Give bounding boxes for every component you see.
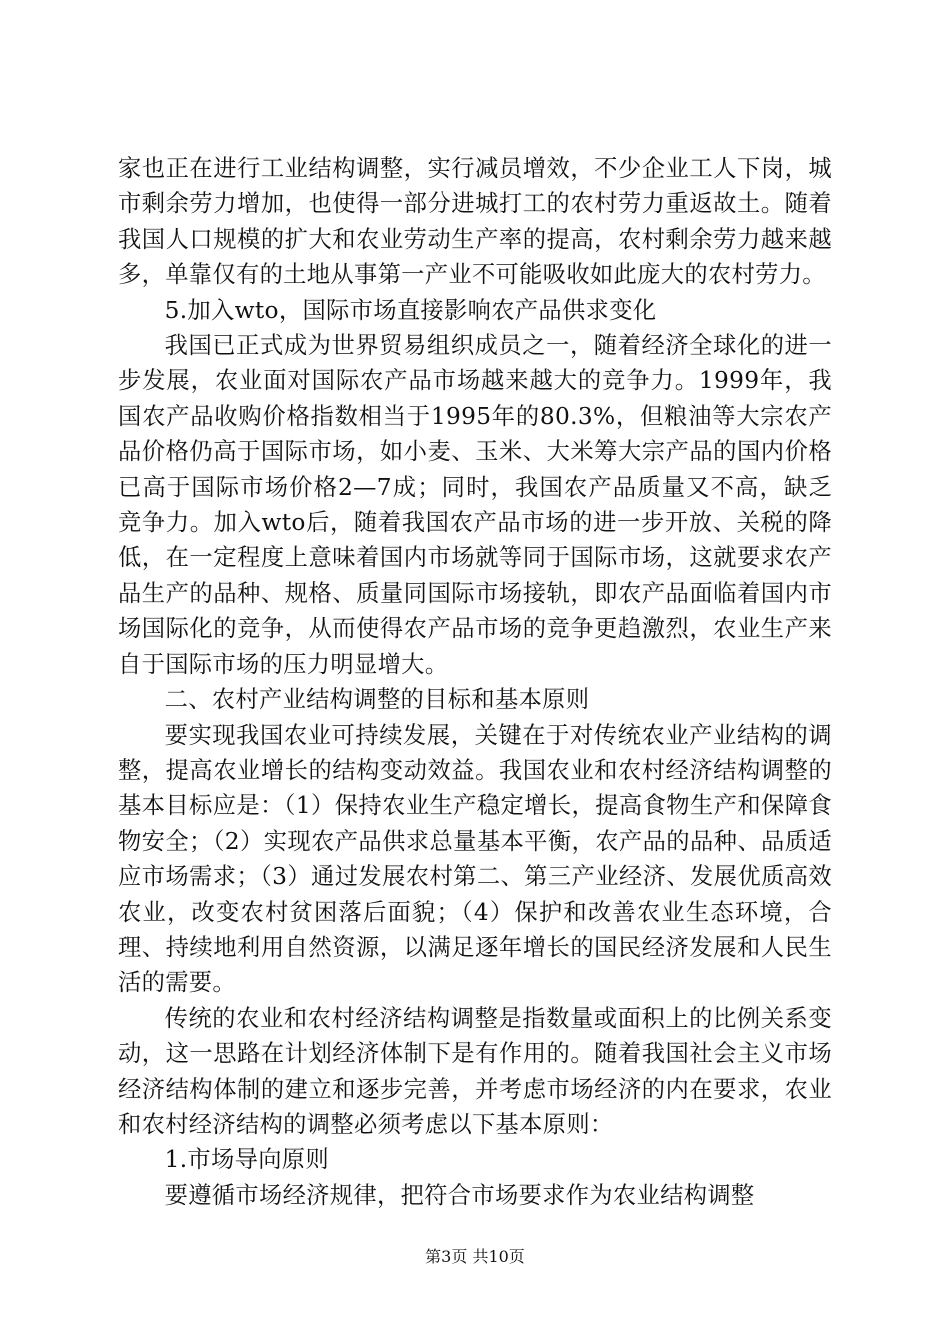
document-body [118,151,832,1213]
paragraph-market-orientation: 要遵循市场经济规律，把符合市场要求作为农业结构调整 [164,1181,755,1209]
paragraph-wto: 我国已正式成为世界贸易组织成员之一，随着经济全球化的进一步发展，农业面对国际农产品市场越来越大的竞争力。1999年，我国农产品收购价格指数相当于1995年的80.3%，但粮油等大宗农产品价格仍高于国际市场，如小麦、玉米、大米筹大宗产品的国内价格已高于国际市场价格2—7成；同时，我国农产品质量又不高，缺乏竞争力。加入wto后，随着我国农产品市场的进一步开放、关税的降低，在一定程度上意味着国内市场就等同于国际市场，这就要求农产品生产的品种、规格、质量同国际市场接轨，即农产品面临着国内市场国际化的竞争，从而使得农产品市场的竞争更趋激烈，农业生产来自于国际市场的压力明显增大。 [118,332,832,678]
paragraph-continuation: 家也正在进行工业结构调整，实行减员增效，不少企业工人下岗，城市剩余劳力增加，也使得一部分进城打工的农村劳力重返故土。随着我国人口规模的扩大和农业劳动生产率的提高，农村剩余劳力越来越多，单靠仅有的土地从事第一产业不可能吸收如此庞大的农村劳力。 [118,155,832,289]
section-heading-goals: 二、农村产业结构调整的目标和基本原则 [164,686,590,714]
section-heading-market-orientation: 1.市场导向原则 [164,1146,330,1174]
section-heading-wto: 5.加入wto，国际市场直接影响农产品供求变化 [164,296,657,324]
paragraph-goals: 要实现我国农业可持续发展，关键在于对传统农业产业结构的调整，提高农业增长的结构变动效益。我国农业和农村经济结构调整的基本目标应是：（1）保持农业生产稳定增长，提高食物生产和保障食物安全；（2）实现农产品供求总量基本平衡，农产品的品种、品质适应市场需求；（3）通过发展农村第二、第三产业经济、发展优质高效农业，改变农村贫困落后面貌；（4）保护和改善农业生态环境，合理、持续地利用自然资源，以满足逐年增长的国民经济发展和人民生活的需要。 [118,721,832,997]
paragraph-principles-intro: 传统的农业和农村经济结构调整是指数量或面积上的比例关系变动，这一思路在计划经济体制下是有作用的。随着我国社会主义市场经济结构体制的建立和逐步完善，并考虑市场经济的内在要求，农业和农村经济结构的调整必须考虑以下基本原则： [118,1004,832,1138]
page-footer: 第3页 共10页 [425,1247,525,1266]
